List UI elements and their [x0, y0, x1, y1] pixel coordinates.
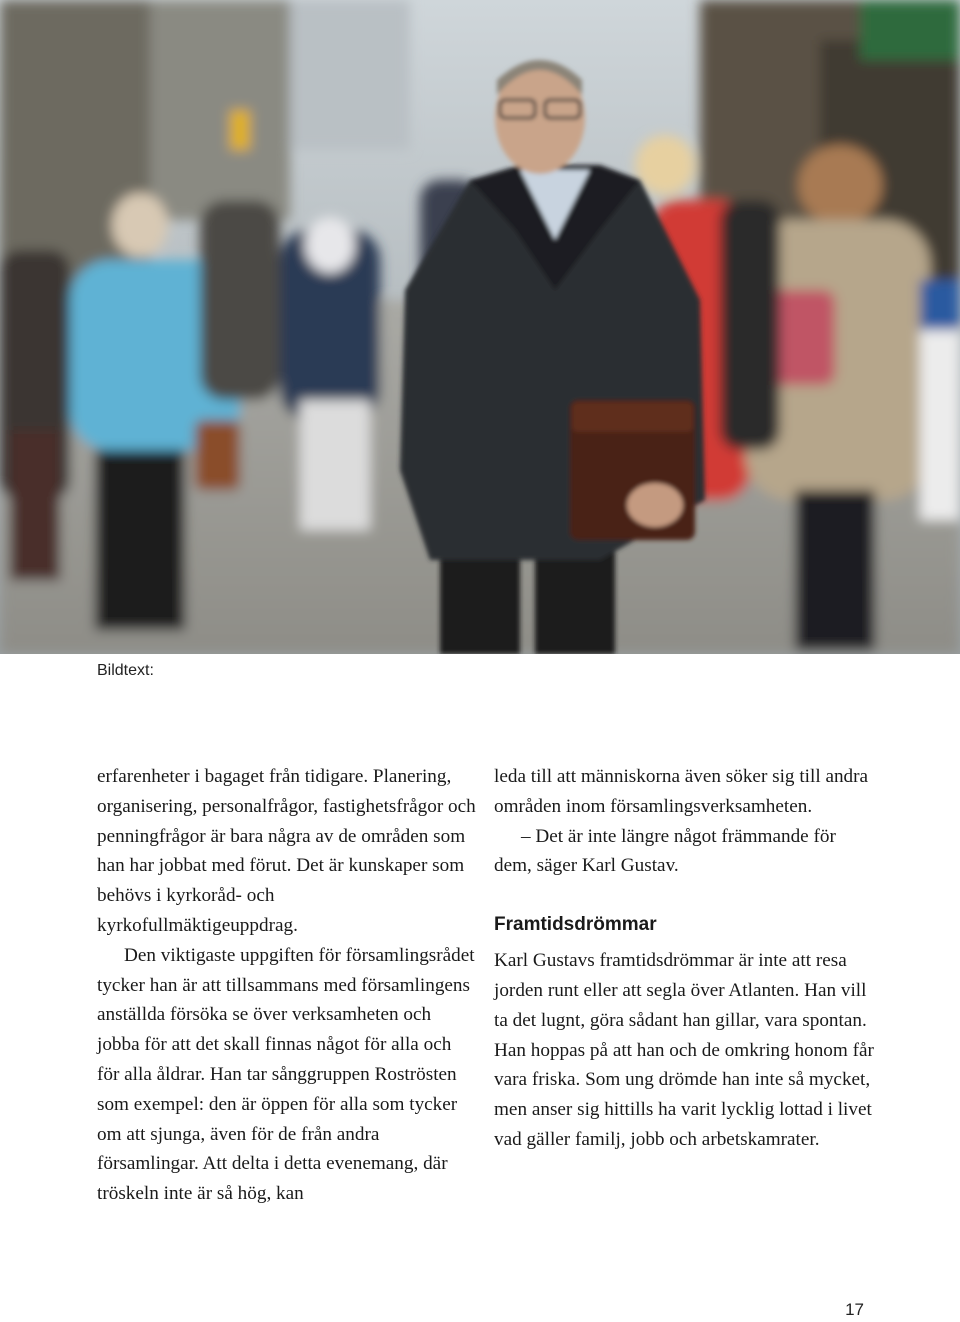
article-paragraph: erfarenheter i bagaget från tidigare. Planering, organisering, personalfrågor, fastighetsfrågor och penningfrågor är bara några av de områden som han har jobbat med förut. Det är kunskaper som behövs i kyrkoråd- och kyrkofullmäktigeuppdrag.: [97, 766, 476, 936]
page-number: 17: [845, 1300, 864, 1319]
article-quote: – Det är inte längre något främmande för dem, säger Karl Gustav.: [494, 825, 836, 877]
article-paragraph: Den viktigaste uppgiften för församlingsrådet tycker han är att tillsammans med församlingens anställda försöka se över verksamheten och jobba för att det skall finnas något för alla och för alla åldrar. Han tar sånggruppen Roströsten som exempel: den är öppen för alla som tycker om att sjunga, även för de från andra församlingar. Att delta i detta evenemang, där tröskeln inte är så hög, kan: [97, 944, 475, 1205]
article-right-column: [494, 762, 874, 1155]
photo-caption: Bildtext:: [97, 662, 154, 679]
article-paragraph: leda till att människorna även söker sig till andra områden inom församlingsverksamheten.: [494, 766, 869, 817]
street-photo: [0, 0, 960, 654]
article-left-column: [97, 762, 477, 1209]
section-heading: Framtidsdrömmar: [494, 914, 657, 936]
article-paragraph: Karl Gustavs framtidsdrömmar är inte att resa jorden runt eller att segla över Atlanten. Han vill ta det lugnt, göra sådant han gillar, vara spontan. Han hoppas på att han och de omkring honom får vara friska. Som ung drömde han inte så mycket, men anser sig hittills ha varit lycklig lottad i livet vad gäller familj, jobb och arbetskamrater.: [494, 950, 874, 1150]
